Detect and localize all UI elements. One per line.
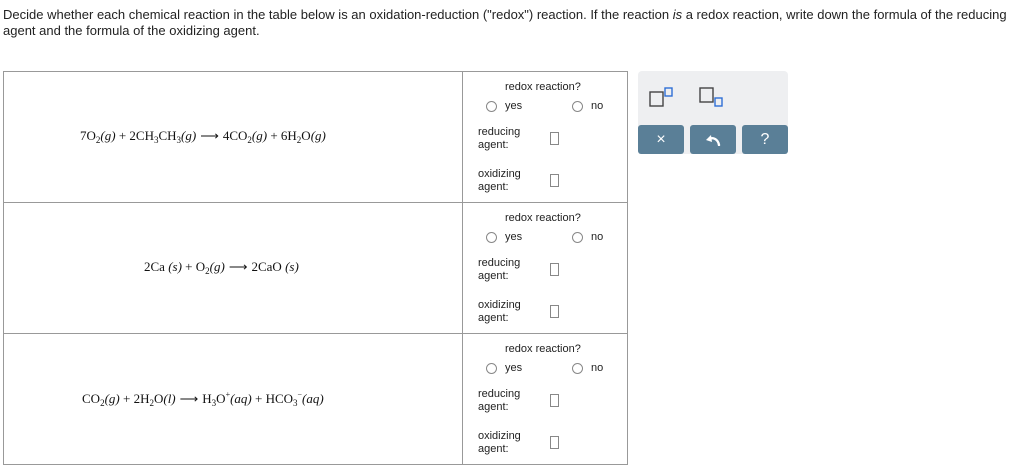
- reducing-agent-input[interactable]: [550, 394, 559, 407]
- chemical-equation: $CO_2(g) + 2H_2O(l)$ ⟶ $H_3O^+(aq) + HCO_3^-(aq)$: [82, 390, 324, 408]
- subscript-template-icon[interactable]: [699, 87, 725, 114]
- help-button[interactable]: [742, 125, 788, 154]
- help-icon: ?: [760, 130, 770, 148]
- close-icon: ×: [656, 130, 666, 148]
- yes-label: yes: [505, 362, 523, 374]
- answer-cell: [463, 72, 627, 202]
- template-palette: [638, 71, 788, 121]
- oxidizing-agent-label: oxidizing agent:: [478, 168, 521, 193]
- oxidizing-agent-input[interactable]: [550, 174, 559, 187]
- no-radio[interactable]: [572, 232, 583, 243]
- reducing-agent-label: reducing agent:: [478, 388, 521, 413]
- no-label: no: [591, 362, 604, 374]
- table-row: [4, 203, 627, 334]
- chemical-equation: $7O_2(g) + 2CH_3CH_3(g)$ ⟶ $4CO_2(g) + 6H_2O(g)$: [80, 128, 326, 145]
- yes-radio[interactable]: [486, 363, 497, 374]
- clear-button[interactable]: [638, 125, 684, 154]
- answer-toolbar: [638, 71, 788, 154]
- answer-cell: [463, 334, 627, 464]
- yes-label: yes: [505, 100, 523, 112]
- undo-button[interactable]: [690, 125, 736, 154]
- reaction-table: [3, 71, 628, 465]
- table-row: [4, 72, 627, 203]
- no-label: no: [591, 231, 604, 243]
- equation-cell: [4, 72, 463, 202]
- no-radio[interactable]: [572, 101, 583, 112]
- yes-label: yes: [505, 231, 523, 243]
- reducing-agent-input[interactable]: [550, 263, 559, 276]
- equation-cell: [4, 334, 463, 464]
- instructions: Decide whether each chemical reaction in the table below is an oxidation-reduction ("redox") reaction. If the reaction is a redox reaction, write down the formula of the reducing agent and the formula of the oxidizing agent.: [3, 7, 1007, 38]
- superscript-template-icon[interactable]: [649, 87, 675, 112]
- yes-radio[interactable]: [486, 232, 497, 243]
- reducing-agent-label: reducing agent:: [478, 257, 521, 282]
- answer-cell: [463, 203, 627, 333]
- oxidizing-agent-input[interactable]: [550, 436, 559, 449]
- oxidizing-agent-label: oxidizing agent:: [478, 299, 521, 324]
- redox-question-label: redox reaction?: [505, 343, 581, 355]
- undo-icon: [704, 134, 722, 146]
- no-label: no: [591, 100, 604, 112]
- chemical-equation: 2Ca $(s) + O_2(g)$ ⟶ 2CaO (s): [144, 259, 299, 276]
- reducing-agent-label: reducing agent:: [478, 126, 521, 151]
- equation-cell: [4, 203, 463, 333]
- reducing-agent-input[interactable]: [550, 132, 559, 145]
- oxidizing-agent-label: oxidizing agent:: [478, 430, 521, 455]
- redox-question-label: redox reaction?: [505, 212, 581, 224]
- redox-question-label: redox reaction?: [505, 81, 581, 93]
- oxidizing-agent-input[interactable]: [550, 305, 559, 318]
- no-radio[interactable]: [572, 363, 583, 374]
- table-row: [4, 334, 627, 464]
- yes-radio[interactable]: [486, 101, 497, 112]
